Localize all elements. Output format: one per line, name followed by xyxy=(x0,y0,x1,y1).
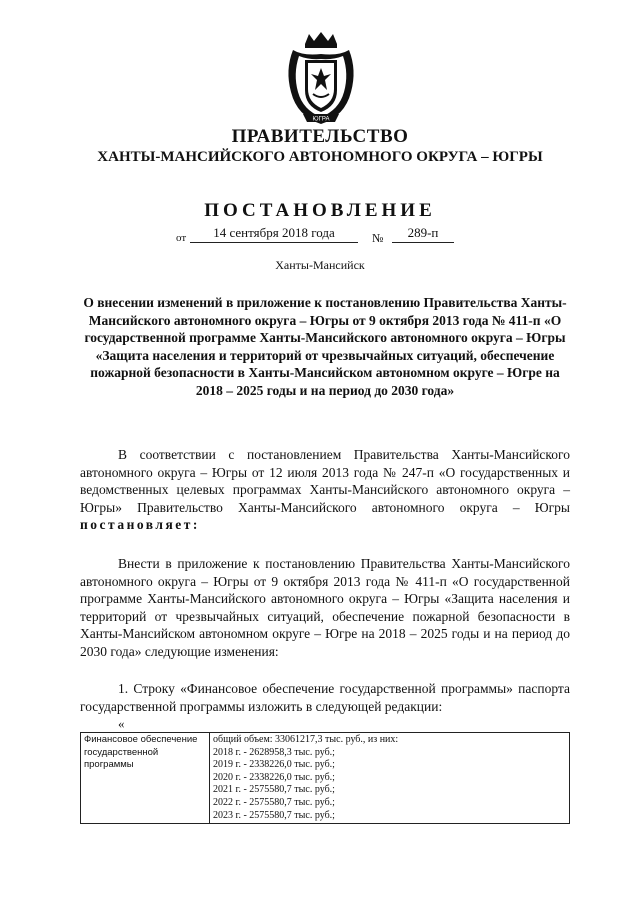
open-quote: « xyxy=(118,716,125,731)
financing-label: Финансовое обеспечение государственной программы xyxy=(81,733,210,824)
document-number: 289-п xyxy=(392,225,454,243)
document-date: 14 сентября 2018 года xyxy=(190,225,358,243)
paragraph-basis xyxy=(80,446,570,534)
table-row xyxy=(81,733,570,824)
document-type: ПОСТАНОВЛЕНИЕ xyxy=(204,200,436,221)
financing-line: 2023 г. - 2575580,7 тыс. руб.; xyxy=(213,809,335,821)
emblem-caption: ЮГРА xyxy=(312,116,330,123)
paragraph-basis-text: В соответствии с постановлением Правительства Ханты-Мансийского автономного округа – Югры от 12 июля 2013 года № 247-п «О государственных и ведомственных целевых программах Ханты-Мансийского автономного округа – Югры» Правительство Ханты-Мансийского автономного округа – Югры xyxy=(80,447,570,515)
resolves-emphasis: постановляет: xyxy=(80,517,200,533)
financing-line: 2022 г. - 2575580,7 тыс. руб.; xyxy=(213,796,335,808)
date-number-line xyxy=(170,225,470,247)
city-name: Ханты-Мансийск xyxy=(275,258,365,272)
from-label: от xyxy=(176,232,187,244)
number-label: № xyxy=(372,231,384,245)
paragraph-amend: Внести в приложение к постановлению Правительства Ханты-Мансийского автономного округа – Югры от 9 октября 2013 года № 411-п «О государственной программе Ханты-Мансийского автономного округа – Югры «Защита населения и территорий от чрезвычайных ситуаций, обеспечение пожарной безопасности в Ханты-Мансийском автономном округе – Югре на 2018 – 2025 годы и на период до 2030 года» следующие изменения: xyxy=(80,556,570,659)
financing-line: 2019 г. - 2338226,0 тыс. руб.; xyxy=(213,759,335,771)
financing-line: общий объем: 33061217,3 тыс. руб., из них: xyxy=(213,734,399,745)
document-subject: О внесении изменений в приложение к постановлению Правительства Ханты-Мансийского автономного округа – Югры от 9 октября 2013 года № 411-п «О государственной программе Ханты-Мансийского автономного округа – Югры «Защита населения и территорий от чрезвычайных ситуаций, обеспечение пожарной безопасности в Ханты-Мансийском автономном округе – Югре на 2018 – 2025 годы и на период до 2030 года» xyxy=(83,295,567,398)
coat-of-arms-emblem xyxy=(283,30,359,128)
paragraph-item-1: 1. Строку «Финансовое обеспечение государственной программы» паспорта государственной программы изложить в следующей редакции: xyxy=(80,681,570,714)
government-title: ПРАВИТЕЛЬСТВО xyxy=(231,126,409,147)
financing-line: 2020 г. - 2338226,0 тыс. руб.; xyxy=(213,771,335,783)
financing-values xyxy=(210,733,570,824)
financing-table xyxy=(80,732,570,824)
financing-line: 2021 г. - 2575580,7 тыс. руб.; xyxy=(213,784,335,796)
financing-line: 2018 г. - 2628958,3 тыс. руб.; xyxy=(213,746,335,758)
region-title: ХАНТЫ-МАНСИЙСКОГО АВТОНОМНОГО ОКРУГА – ЮГРЫ xyxy=(97,149,543,165)
